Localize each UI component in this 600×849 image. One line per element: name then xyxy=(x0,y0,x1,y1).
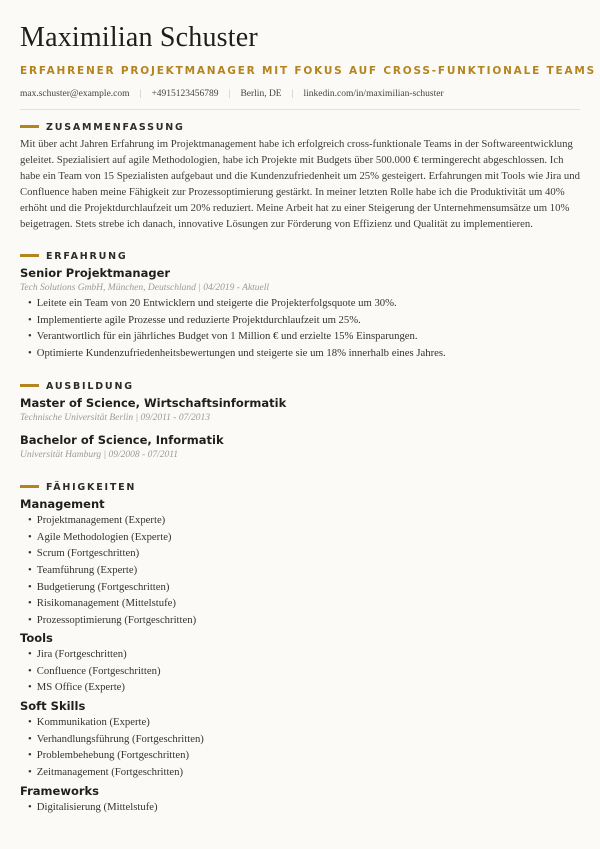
contact-linkedin[interactable]: linkedin.com/in/maximilian-schuster xyxy=(303,89,444,99)
skill-list-soft-skills xyxy=(28,714,204,781)
skill-list-management xyxy=(28,512,196,629)
skill-item: • Agile Methodologien (Experte) xyxy=(28,529,196,546)
job-bullet: • Implementierte agile Prozesse und reduzierte Projektdurchlaufzeit um 25%. xyxy=(28,312,446,329)
degree-meta: Universität Hamburg | 09/2008 - 07/2011 xyxy=(20,450,179,460)
skill-item: • Scrum (Fortgeschritten) xyxy=(28,545,196,562)
skill-item: • Prozessoptimierung (Fortgeschritten) xyxy=(28,612,196,629)
skill-item: • Zeitmanagement (Fortgeschritten) xyxy=(28,764,204,781)
degree-title: Master of Science, Wirtschaftsinformatik xyxy=(20,396,287,410)
skill-list-tools xyxy=(28,646,161,696)
job-bullet: • Leitete ein Team von 20 Entwicklern und steigerte die Projekterfolgsquote um 30%. xyxy=(28,295,446,312)
section-heading-label: FÄHIGKEITEN xyxy=(46,482,137,493)
contact-line xyxy=(20,89,454,99)
contact-email[interactable]: max.schuster@example.com xyxy=(20,89,130,99)
job-title: Senior Projektmanager xyxy=(20,266,171,280)
skill-category-frameworks: Frameworks xyxy=(20,784,100,798)
section-heading-experience xyxy=(20,251,128,262)
degree-title: Bachelor of Science, Informatik xyxy=(20,433,224,447)
skill-item: • Problembehebung (Fortgeschritten) xyxy=(28,747,204,764)
contact-separator: | xyxy=(291,89,294,99)
skill-item: • Budgetierung (Fortgeschritten) xyxy=(28,579,196,596)
contact-separator: | xyxy=(228,89,231,99)
skill-category-soft-skills: Soft Skills xyxy=(20,699,86,713)
skill-item: • Confluence (Fortgeschritten) xyxy=(28,663,161,680)
skill-list-frameworks xyxy=(28,799,158,816)
summary-text: Mit über acht Jahren Erfahrung im Projektmanagement habe ich erfolgreich cross-funktionale Teams in der Softwareentwicklung geleitet. Spezialisiert auf agile Methodologien, habe ich Projekte mit Budgets über 500.000 € termingerecht abgeschlossen. Ich habe ein Team von 15 Spezialisten aufgebaut und die Kundenzufriedenheit um 25% gesteigert. Erfahrungen mit Tools wie Jira und Confluence haben meine Fähigkeit zur Prozessoptimierung gestärkt. In meiner letzten Rolle habe ich die Produktivität um 40% erhöht und die Projektdurchlaufzeit um 20% reduziert. Meine Arbeit hat zu einer Steigerung der Unternehmensumsätze um 10% beigetragen. Stets strebe ich danach, innovative Lösungen zur Förderung von Effizienz und Qualität zu implementieren. xyxy=(20,138,580,230)
job-bullet: • Verantwortlich für ein jährliches Budget von 1 Million € und erzielte 15% Einsparungen. xyxy=(28,328,446,345)
skill-category-tools: Tools xyxy=(20,631,53,645)
job-bullet-list xyxy=(28,295,446,362)
contact-phone[interactable]: +4915123456789 xyxy=(151,89,219,99)
skill-category-management: Management xyxy=(20,497,105,511)
headline: ERFAHRENER PROJEKTMANAGER MIT FOKUS AUF CROSS-FUNKTIONALE TEAMS xyxy=(20,65,596,77)
section-accent-bar xyxy=(20,485,39,488)
skill-item: • Teamführung (Experte) xyxy=(28,562,196,579)
skill-item: • MS Office (Experte) xyxy=(28,679,161,696)
job-meta: Tech Solutions GmbH, München, Deutschland | 04/2019 - Aktuell xyxy=(20,283,270,293)
section-accent-bar xyxy=(20,384,39,387)
candidate-name: Maximilian Schuster xyxy=(20,22,258,53)
section-heading-label: AUSBILDUNG xyxy=(46,381,134,392)
section-accent-bar xyxy=(20,125,39,128)
skill-item: • Digitalisierung (Mittelstufe) xyxy=(28,799,158,816)
section-heading-skills xyxy=(20,482,136,493)
section-heading-label: ZUSAMMENFASSUNG xyxy=(46,122,185,133)
contact-location: Berlin, DE xyxy=(240,89,282,99)
job-bullet: • Optimierte Kundenzufriedenheitsbewertungen und steigerte sie um 18% innerhalb eines Jahres. xyxy=(28,345,446,362)
contact-separator: | xyxy=(139,89,142,99)
header-divider xyxy=(20,109,580,110)
skill-item: • Projektmanagement (Experte) xyxy=(28,512,196,529)
section-heading-education xyxy=(20,381,134,392)
degree-meta: Technische Universität Berlin | 09/2011 - 07/2013 xyxy=(20,413,210,423)
section-heading-label: ERFAHRUNG xyxy=(46,251,128,262)
section-accent-bar xyxy=(20,254,39,257)
section-heading-summary xyxy=(20,122,185,133)
skill-item: • Verhandlungsführung (Fortgeschritten) xyxy=(28,731,204,748)
skill-item: • Risikomanagement (Mittelstufe) xyxy=(28,595,196,612)
skill-item: • Kommunikation (Experte) xyxy=(28,714,204,731)
skill-item: • Jira (Fortgeschritten) xyxy=(28,646,161,663)
